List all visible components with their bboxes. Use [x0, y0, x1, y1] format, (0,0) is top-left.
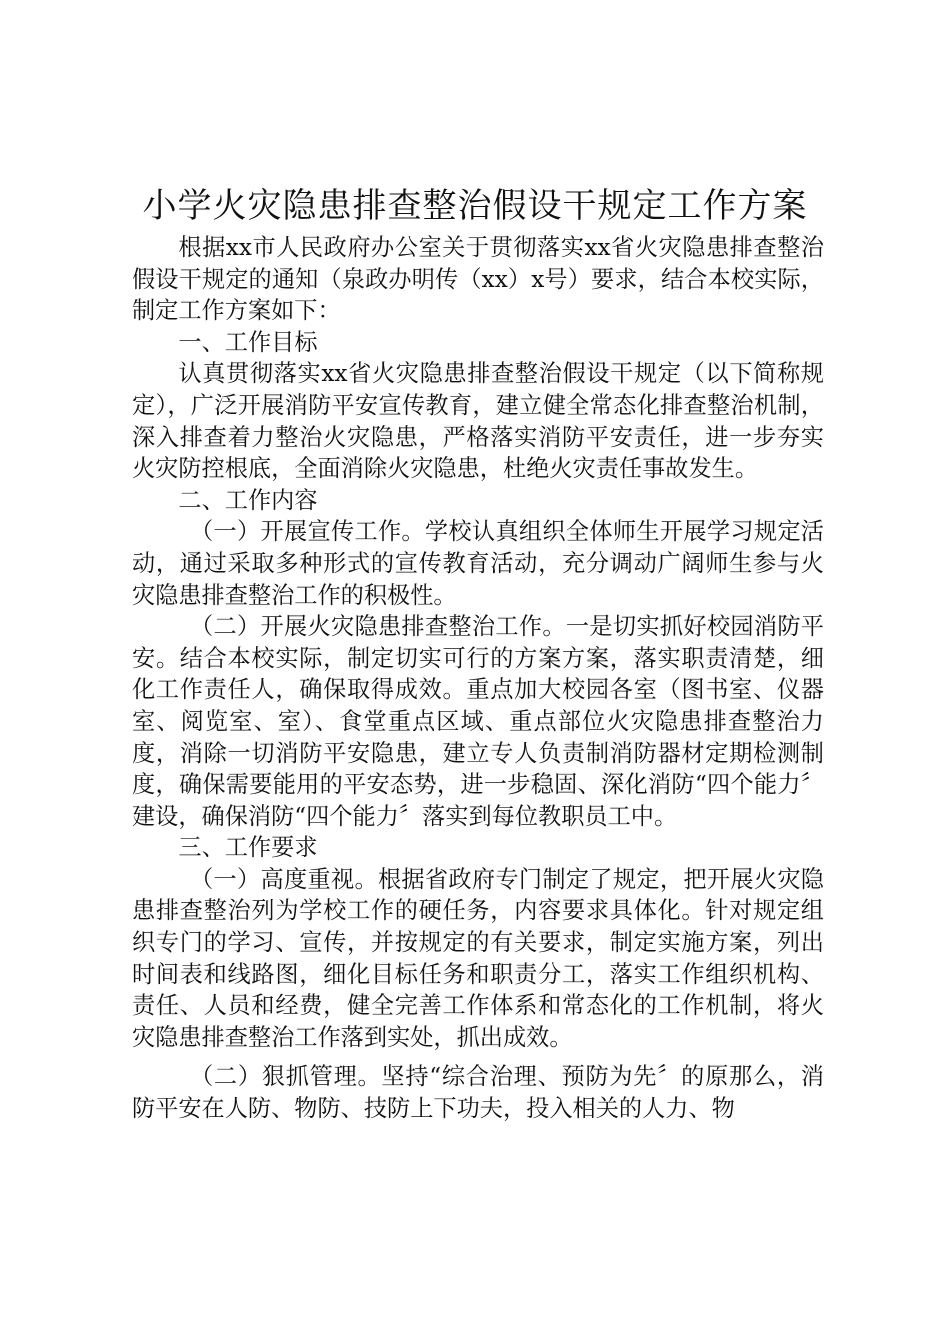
intro-paragraph: 根据xx市人民政府办公室关于贯彻落实xx省火灾隐患排查整治假设干规定的通知（泉政办明传（xx）x号）要求，结合本校实际，制定工作方案如下：: [132, 234, 824, 325]
requirement-item-2: （二）狠抓管理。坚持“综合治理、预防为先〞的原那么，消防平安在人防、物防、技防上下功夫，投入相关的人力、物: [132, 1063, 824, 1123]
section-heading-requirements: 三、工作要求: [178, 834, 318, 862]
document-body: [132, 232, 824, 1125]
goals-paragraph: 认真贯彻落实xx省火灾隐患排查整治假设干规定（以下简称规定），广泛开展消防平安宣传教育，建立健全常态化排查整治机制，深入排查着力整治火灾隐患，严格落实消防平安责任，进一步夯实火灾防控根底，全面消除火灾隐患，杜绝火灾责任事故发生。: [132, 360, 824, 483]
document-title: 小学火灾隐患排查整治假设干规定工作方案: [142, 186, 808, 226]
section-heading-content: 二、工作内容: [178, 486, 318, 514]
requirement-item-1: （一）高度重视。根据省政府专门制定了规定，把开展火灾隐患排查整治列为学校工作的硬任务，内容要求具体化。针对规定组织专门的学习、宣传，并按规定的有关要求，制定实施方案，列出时间表和线路图，细化目标任务和职责分工，落实工作组织机构、责任、人员和经费，健全完善工作体系和常态化的工作机制，将火灾隐患排查整治工作落到实处，抓出成效。: [132, 865, 824, 1051]
content-item-2: （二）开展火灾隐患排查整治工作。一是切实抓好校园消防平安。结合本校实际，制定切实可行的方案方案，落实职责清楚，细化工作责任人，确保取得成效。重点加大校园各室（图书室、仪器室、阅览室、室）、食堂重点区域、重点部位火灾隐患排查整治力度，消除一切消防平安隐患，建立专人负责制消防器材定期检测制度，确保需要能用的平安态势，进一步稳固、深化消防“四个能力〞建设，确保消防“四个能力〞落实到每位教职员工中。: [132, 613, 824, 830]
section-heading-goals: 一、工作目标: [178, 328, 318, 356]
content-item-1: （一）开展宣传工作。学校认真组织全体师生开展学习规定活动，通过采取多种形式的宣传教育活动，充分调动广阔师生参与火灾隐患排查整治工作的积极性。: [132, 518, 824, 609]
